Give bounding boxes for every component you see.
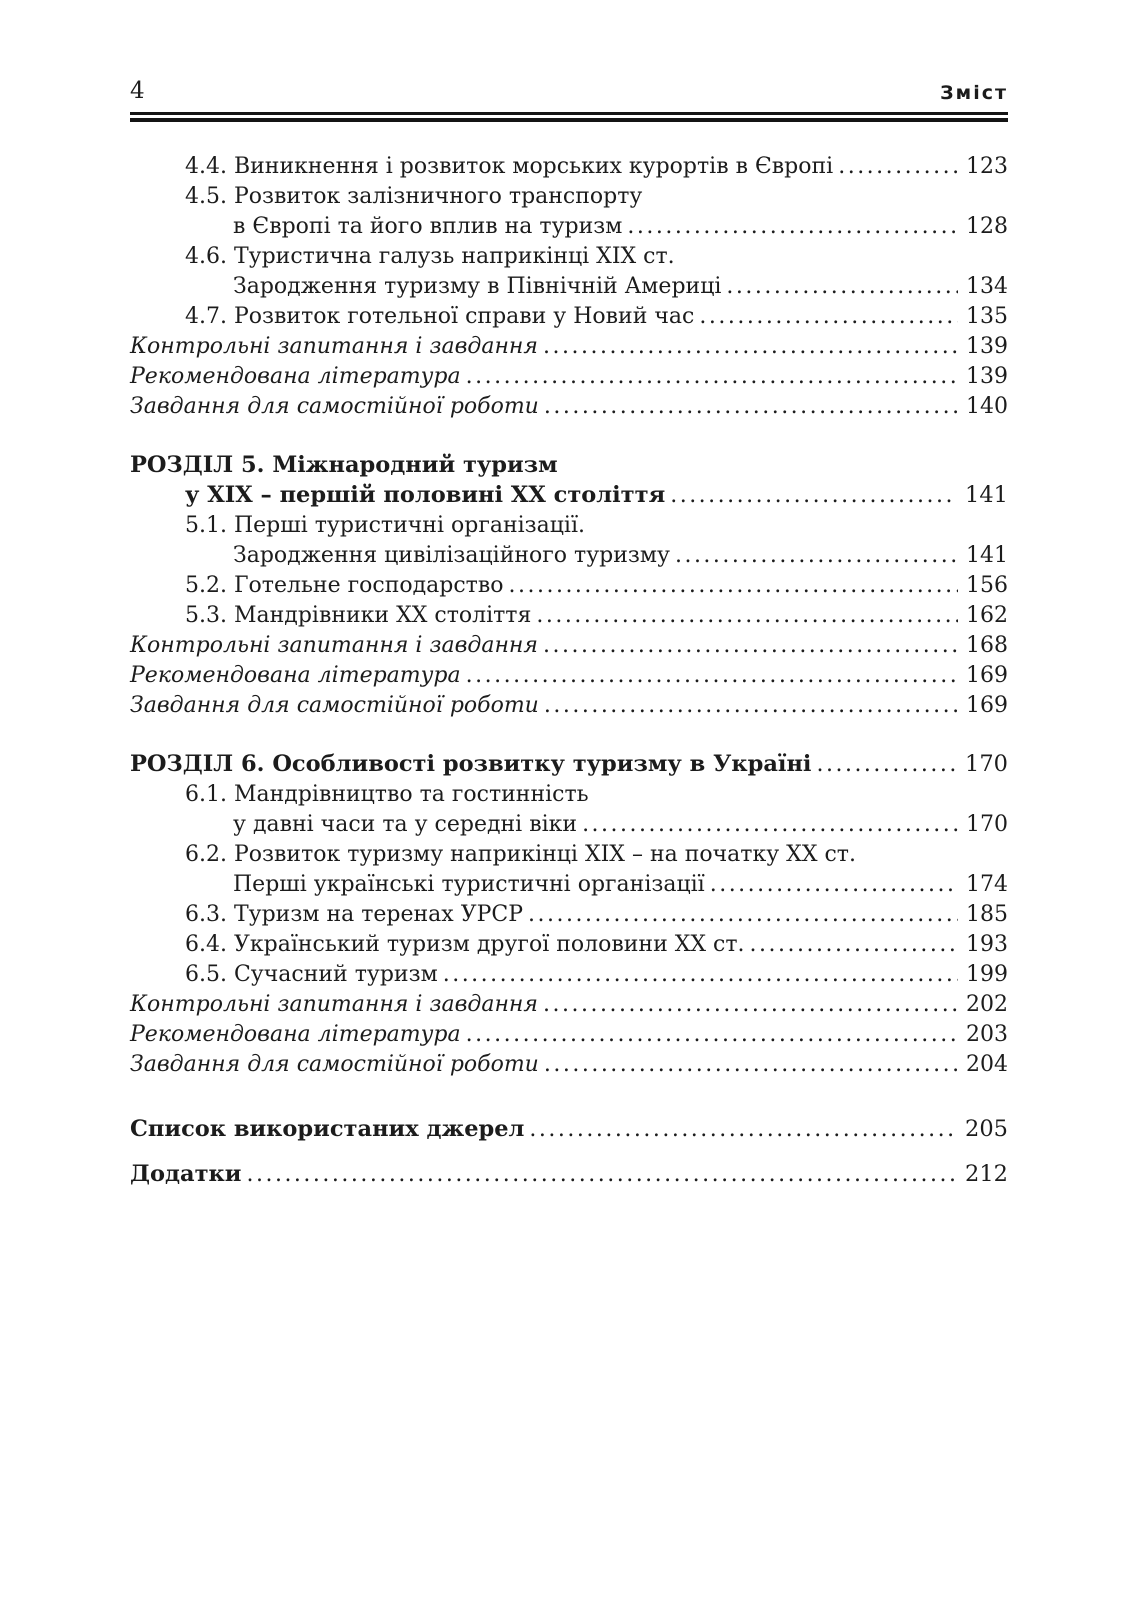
toc-page-number: 212 bbox=[965, 1161, 1008, 1187]
toc-row bbox=[130, 152, 1008, 182]
dot-leader bbox=[461, 661, 958, 691]
dot-leader bbox=[745, 930, 958, 960]
toc-row bbox=[130, 242, 1008, 272]
toc-entry-label: Перші українські туристичні організації bbox=[233, 872, 705, 897]
toc-row bbox=[130, 631, 1008, 661]
toc-entry-label: РОЗДІЛ 6. Особливості розвитку туризму в Україні bbox=[130, 751, 812, 777]
dot-leader bbox=[538, 990, 958, 1020]
page-number: 4 bbox=[130, 78, 145, 104]
dot-leader bbox=[438, 960, 958, 990]
toc-row bbox=[130, 749, 1008, 780]
toc-page-number: 199 bbox=[966, 962, 1008, 987]
toc-entry-label: Контрольні запитання і завдання bbox=[130, 992, 538, 1017]
toc-page-number: 170 bbox=[966, 812, 1008, 837]
toc-row bbox=[130, 480, 1008, 511]
toc-entry-label: 6.3. Туризм на теренах УРСР bbox=[185, 902, 524, 927]
toc-page-number: 139 bbox=[966, 364, 1008, 389]
toc-row bbox=[130, 450, 1008, 480]
toc-row bbox=[130, 332, 1008, 362]
toc-row bbox=[130, 810, 1008, 840]
toc-page-number: 140 bbox=[966, 394, 1008, 419]
toc-page-number: 134 bbox=[966, 274, 1008, 299]
toc-entry-label: 5.3. Мандрівники XX століття bbox=[185, 603, 532, 628]
toc-entry-label: Рекомендована література bbox=[130, 663, 461, 688]
dot-leader bbox=[833, 152, 958, 182]
dot-leader bbox=[523, 900, 958, 930]
toc-entry-label: 5.2. Готельне господарство bbox=[185, 573, 504, 598]
toc-entry-label: Додатки bbox=[130, 1161, 242, 1187]
toc-row bbox=[130, 900, 1008, 930]
toc-entry-label: Рекомендована література bbox=[130, 1022, 461, 1047]
toc-page-number: 123 bbox=[966, 154, 1008, 179]
dot-leader bbox=[705, 870, 958, 900]
toc-page-number: 203 bbox=[966, 1022, 1008, 1047]
dot-leader bbox=[811, 749, 957, 780]
toc-row bbox=[130, 1114, 1008, 1145]
page-content bbox=[130, 80, 1008, 1190]
toc-page-number: 205 bbox=[965, 1116, 1008, 1142]
toc-page-number: 156 bbox=[966, 573, 1008, 598]
toc-page-number: 141 bbox=[965, 482, 1008, 508]
toc-row bbox=[130, 1159, 1008, 1190]
toc-entry-label: 4.4. Виникнення і розвиток морських курортів в Європі bbox=[185, 154, 834, 179]
toc-row bbox=[130, 302, 1008, 332]
toc-page-number: 185 bbox=[966, 902, 1008, 927]
toc-row bbox=[130, 661, 1008, 691]
toc-page-number: 128 bbox=[966, 214, 1008, 239]
toc-entry-label: 4.6. Туристична галузь наприкінці XIX ст. bbox=[185, 244, 675, 269]
toc-page-number: 168 bbox=[966, 633, 1008, 658]
dot-leader bbox=[670, 541, 958, 571]
dot-leader bbox=[538, 332, 958, 362]
toc-entry-label: 6.4. Український туризм другої половини XX ст. bbox=[185, 932, 745, 957]
toc-entry-label: в Європі та його вплив на туризм bbox=[233, 214, 623, 239]
dot-leader bbox=[503, 571, 958, 601]
toc-row bbox=[130, 601, 1008, 631]
toc-row bbox=[130, 571, 1008, 601]
toc-row bbox=[130, 1050, 1008, 1080]
toc-row bbox=[130, 990, 1008, 1020]
toc-entry-label: Контрольні запитання і завдання bbox=[130, 334, 538, 359]
toc-page-number: 169 bbox=[966, 693, 1008, 718]
toc-entry-label: 4.7. Розвиток готельної справи у Новий час bbox=[185, 304, 695, 329]
running-head bbox=[130, 80, 1008, 112]
toc-entry-label: Завдання для самостійної роботи bbox=[130, 1052, 539, 1077]
toc-row bbox=[130, 182, 1008, 212]
dot-leader bbox=[461, 362, 958, 392]
toc-entry-label: 6.2. Розвиток туризму наприкінці XIX – на початку XX ст. bbox=[185, 842, 856, 867]
toc-row bbox=[130, 780, 1008, 810]
dot-leader bbox=[539, 691, 958, 721]
toc-row bbox=[130, 691, 1008, 721]
dot-leader bbox=[524, 1114, 957, 1145]
toc-page-number: 162 bbox=[966, 603, 1008, 628]
dot-leader bbox=[461, 1020, 958, 1050]
toc-entry-label: Зародження цивілізаційного туризму bbox=[233, 543, 670, 568]
toc-row bbox=[130, 541, 1008, 571]
toc-page-number: 135 bbox=[966, 304, 1008, 329]
toc-page-number: 204 bbox=[966, 1052, 1008, 1077]
page-title: Зміст bbox=[940, 82, 1008, 104]
toc-page-number: 139 bbox=[966, 334, 1008, 359]
toc-row bbox=[130, 840, 1008, 870]
toc-row bbox=[130, 212, 1008, 242]
header-double-rule bbox=[130, 112, 1008, 122]
toc-entry-label: 4.5. Розвиток залізничного транспорту bbox=[185, 184, 643, 209]
toc-entry-label: Контрольні запитання і завдання bbox=[130, 633, 538, 658]
dot-leader bbox=[694, 302, 958, 332]
toc-entry-label: 6.1. Мандрівництво та гостинність bbox=[185, 782, 589, 807]
toc-page-number: 169 bbox=[966, 663, 1008, 688]
toc-page-number: 141 bbox=[966, 543, 1008, 568]
dot-leader bbox=[538, 631, 958, 661]
dot-leader bbox=[241, 1159, 957, 1190]
toc-entry-label: РОЗДІЛ 5. Міжнародний туризм bbox=[130, 452, 558, 478]
toc-entry-label: 6.5. Сучасний туризм bbox=[185, 962, 438, 987]
toc-list bbox=[130, 122, 1008, 1190]
toc-row bbox=[130, 511, 1008, 541]
dot-leader bbox=[721, 272, 958, 302]
toc-row bbox=[130, 870, 1008, 900]
toc-row bbox=[130, 392, 1008, 422]
toc-page-number: 170 bbox=[965, 751, 1008, 777]
toc-entry-label: 5.1. Перші туристичні організації. bbox=[185, 513, 585, 538]
toc-entry-label: Завдання для самостійної роботи bbox=[130, 693, 539, 718]
toc-entry-label: Рекомендована література bbox=[130, 364, 461, 389]
toc-entry-label: Список використаних джерел bbox=[130, 1116, 525, 1142]
toc-row bbox=[130, 930, 1008, 960]
toc-row bbox=[130, 960, 1008, 990]
toc-entry-label: Завдання для самостійної роботи bbox=[130, 394, 539, 419]
dot-leader bbox=[531, 601, 958, 631]
toc-entry-label: у давні часи та у середні віки bbox=[233, 812, 578, 837]
dot-leader bbox=[539, 1050, 958, 1080]
dot-leader bbox=[577, 810, 958, 840]
toc-page-number: 202 bbox=[966, 992, 1008, 1017]
toc-entry-label: у XIX – першій половині XX століття bbox=[185, 482, 666, 508]
toc-row bbox=[130, 272, 1008, 302]
toc-row bbox=[130, 362, 1008, 392]
toc-row bbox=[130, 1020, 1008, 1050]
toc-entry-label: Зародження туризму в Північній Америці bbox=[233, 274, 722, 299]
dot-leader bbox=[622, 212, 958, 242]
toc-page-number: 193 bbox=[966, 932, 1008, 957]
toc-page-number: 174 bbox=[966, 872, 1008, 897]
dot-leader bbox=[665, 480, 957, 511]
dot-leader bbox=[539, 392, 958, 422]
